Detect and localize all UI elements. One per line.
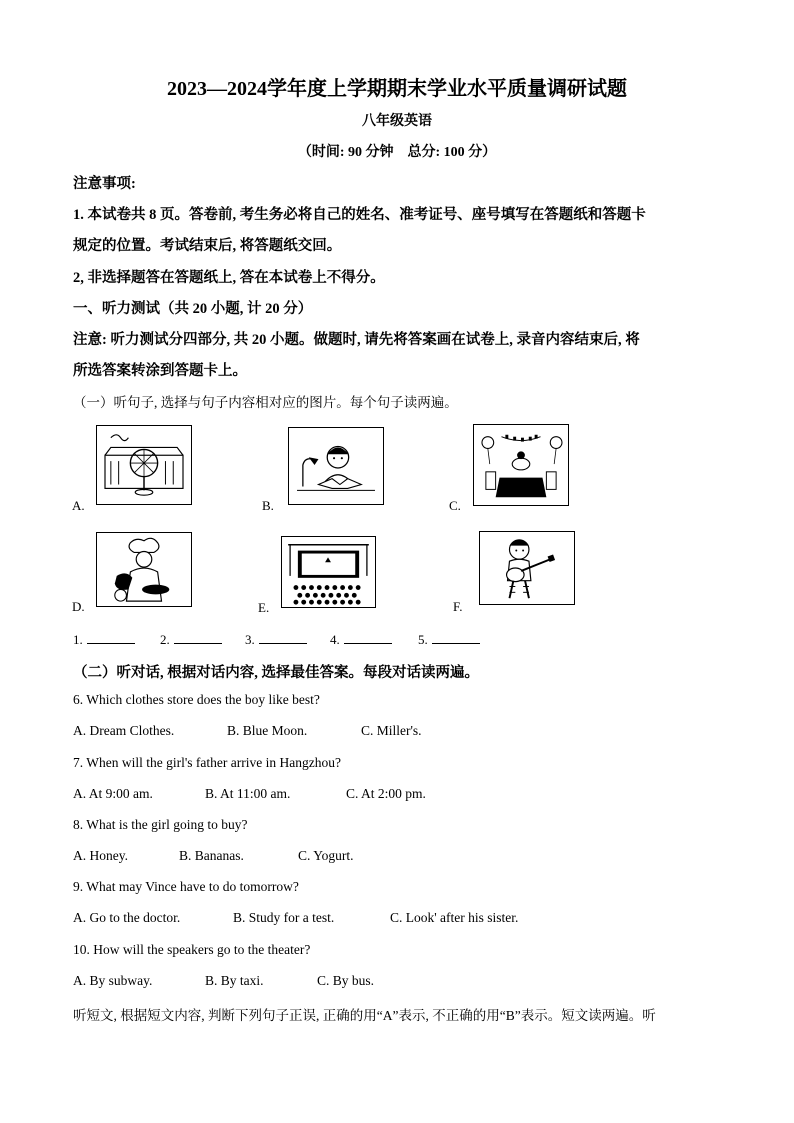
q6-option-a[interactable]: A. Dream Clothes.	[73, 723, 175, 738]
answer-blank-4[interactable]: 4.	[330, 631, 392, 648]
section-heading: 一、听力测试（共 20 小题, 计 20 分）	[73, 301, 313, 317]
q10-option-b[interactable]: B. By taxi.	[205, 973, 264, 988]
notice-line-2: 规定的位置。考试结束后, 将答题纸交回。	[73, 238, 342, 254]
q6-option-b[interactable]: B. Blue Moon.	[227, 723, 308, 738]
fan-shop-icon	[96, 425, 192, 505]
page-title: 2023—2024学年度上学期期末学业水平质量调研试题	[167, 78, 627, 100]
q7-option-b[interactable]: B. At 11:00 am.	[205, 786, 291, 801]
question-10: 10. How will the speakers go to the theater?	[73, 942, 311, 957]
q10-option-c[interactable]: C. By bus.	[317, 973, 375, 988]
chef-cooking-icon	[96, 532, 192, 607]
answer-blank-1[interactable]: 1.	[73, 631, 135, 648]
part3-instruction: 听短文, 根据短文内容, 判断下列句子正误, 正确的用“A”表示, 不正确的用“B”表示。短文读两遍。听	[73, 1008, 656, 1023]
boy-guitar-icon	[479, 531, 575, 605]
q9-option-a[interactable]: A. Go to the doctor.	[73, 910, 181, 925]
picture-label-f: F.	[453, 599, 463, 614]
q7-option-a[interactable]: A. At 9:00 am.	[73, 786, 153, 801]
picture-label-c: C.	[449, 498, 461, 513]
picture-label-d: D.	[72, 599, 85, 614]
q6-option-c[interactable]: C. Miller's.	[361, 723, 422, 738]
picture-label-b: B.	[262, 498, 274, 513]
picture-label-e: E.	[258, 600, 270, 615]
question-7: 7. When will the girl's father arrive in Hangzhou?	[73, 755, 341, 770]
boy-reading-icon	[288, 427, 384, 505]
q9-option-b[interactable]: B. Study for a test.	[233, 910, 335, 925]
picture-label-a: A.	[72, 498, 85, 513]
q10-option-a[interactable]: A. By subway.	[73, 973, 153, 988]
section-note-2: 所选答案转涂到答题卡上。	[73, 363, 247, 379]
question-8: 8. What is the girl going to buy?	[73, 817, 248, 832]
subject-title: 八年级英语	[362, 114, 432, 129]
answer-blank-3[interactable]: 3.	[245, 631, 307, 648]
answer-blank-2[interactable]: 2.	[160, 631, 222, 648]
q7-option-c[interactable]: C. At 2:00 pm.	[346, 786, 426, 801]
notice-line-3: 2, 非选择题答在答题纸上, 答在本试卷上不得分。	[73, 270, 385, 286]
q9-option-c[interactable]: C. Look' after his sister.	[390, 910, 519, 925]
section-note-1: 注意: 听力测试分四部分, 共 20 小题。做题时, 请先将答案画在试卷上, 录音内容结束后, 将	[73, 332, 640, 348]
question-6: 6. Which clothes store does the boy like best?	[73, 692, 320, 707]
notice-heading: 注意事项:	[73, 176, 136, 192]
answer-blank-5[interactable]: 5.	[418, 631, 480, 648]
birthday-party-icon	[473, 424, 569, 506]
part1-instruction: （一）听句子, 选择与句子内容相对应的图片。每个句子读两遍。	[73, 395, 458, 410]
time-info: （时间: 90 分钟 总分: 100 分）	[297, 145, 497, 160]
part2-instruction: （二）听对话, 根据对话内容, 选择最佳答案。每段对话读两遍。	[73, 665, 479, 681]
q8-option-b[interactable]: B. Bananas.	[179, 848, 244, 863]
notice-line-1: 1. 本试卷共 8 页。答卷前, 考生务必将自己的姓名、准考证号、座号填写在答题纸和答题卡	[73, 207, 646, 223]
question-9: 9. What may Vince have to do tomorrow?	[73, 879, 299, 894]
q8-option-c[interactable]: C. Yogurt.	[298, 848, 354, 863]
theater-stage-icon	[281, 536, 376, 608]
q8-option-a[interactable]: A. Honey.	[73, 848, 128, 863]
